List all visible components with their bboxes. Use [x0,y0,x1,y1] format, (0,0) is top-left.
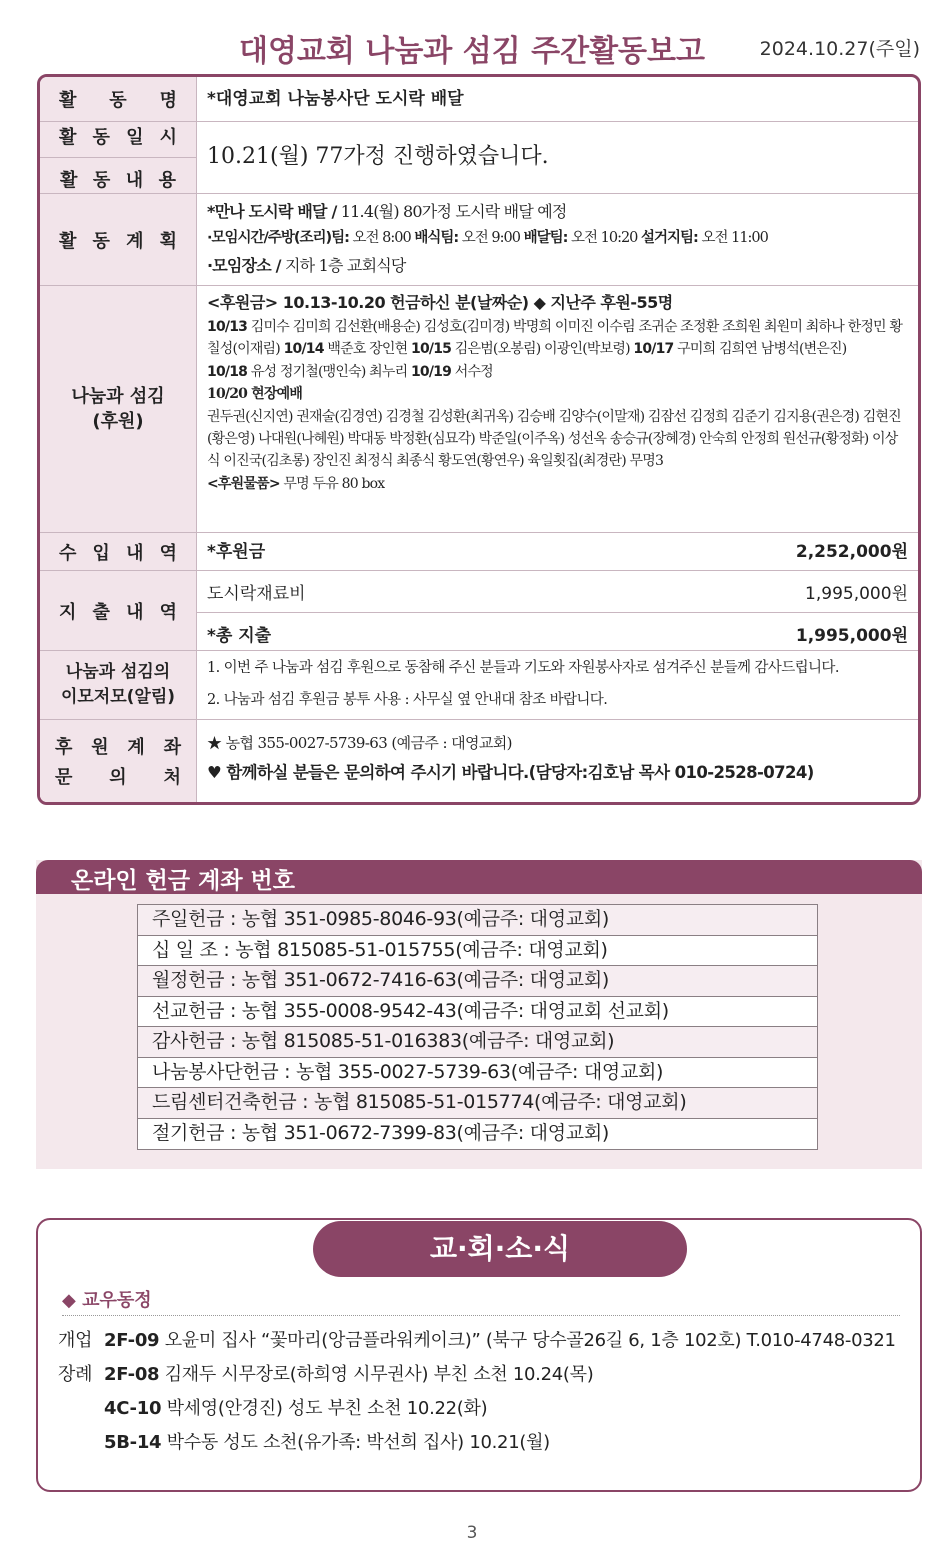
row-notice [40,651,918,720]
account-row: 드림센터건축헌금 : 농협 815085-51-015774(예금주: 대영교회) [138,1088,817,1119]
label-income: 수 입 내 역 [40,533,197,570]
activity-report-table [37,74,921,805]
account-row: 감사헌금 : 농협 815085-51-016383(예금주: 대영교회) [138,1027,817,1058]
label-plan: 활 동 계 획 [40,194,197,285]
news-item: 5B-14 박수동 성도 소천(유가족: 박선희 집사) 10.21(월) [104,1432,550,1453]
label-sharing: 나눔과 섬김 (후원) [40,286,197,532]
contact-value: ★ 농협 355-0027-5739-63 (예금주 : 대영교회) ♥ 함께하실 분들은 문의하여 주시기 바랍니다.(담당자:김호남 목사 010-2528-0724) [207,734,814,782]
page-title: 대영교회 나눔과 섬김 주간활동보고 [238,34,706,69]
page-number: 3 [466,1523,478,1543]
online-offering-section [36,860,922,1169]
label-expense: 지 출 내 역 [40,571,197,650]
church-news-title: 교·회·소·식 [313,1221,687,1277]
sharing-value: <후원금> 10.13-10.20 헌금하신 분(날짜순) ◆ 지난주 후원-55명 10/13 김미수 김미희 김선환(배용순) 김성호(김미경) 박명희 이미진 이수림 조귀순 조정환 조희원 최원미 최하나 한정민 황칠성(이재림) 10/14 백준호 장인현 10/15 김은범(오봉림) 이광인(박보령) 10/17 구미희 김희연 남병석(변은진) 10/18 유성 정기철(맹인숙) 최누리 10/19 서수정 10/20 현장예배 권두권(신지연) 권재술(김경연) 김경철 김성환(최귀옥) 김승배 김양수(이말재) 김잠선 김정희 김준기 김지용(권은경) 김현진(황은영) 나대원(나혜원) 박대동 박정환(심묘각) 박준일(이주옥) 성선옥 송승규(장혜경) 안숙희 안정희 원선규(황정화) 이상식 이진국(김초롱) 장인진 최정식 최종식 황도연(황연우) 육일횟집(최경란) 무명3 <후원물품> 무명 두유 80 box [197,286,918,532]
plan-value: *만나 도시락 배달 / 11.4(월) 80가정 도시락 배달 예정 ·모임시간/주방(조리)팀: 오전 8:00 배식팀: 오전 9:00 배달팀: 오전 10:20 설거지팀: 오전 11:00 ·모임장소 / 지하 1층 교회식당 [207,202,768,275]
account-row: 십 일 조 : 농협 815085-51-015755(예금주: 대영교회) [138,936,817,967]
activity-name-value: *대영교회 나눔봉사단 도시락 배달 [207,89,464,109]
account-row: 선교헌금 : 농협 355-0008-9542-43(예금주: 대영교회 선교회) [138,997,817,1028]
row-income [40,533,918,571]
label-notice: 나눔과 섬김의 이모저모(알림) [40,651,197,719]
notice-value: 1. 이번 주 나눔과 섬김 후원으로 동참해 주신 분들과 기도와 자원봉사자로 섬겨주신 분들께 감사드립니다. 2. 나눔과 섬김 후원금 봉투 사용 : 사무실 옆 안내대 참조 바랍니다. [207,660,839,708]
label-activity-name: 활 동 명 [40,77,197,121]
row-expense [40,571,918,651]
news-category: ◆ 교우동정 [62,1290,152,1311]
label-contact: 후 원 계 좌 문 의 처 [40,720,197,802]
news-item: 4C-10 박세영(안경진) 성도 부친 소천 10.22(화) [104,1398,488,1419]
dotted-divider [62,1315,900,1316]
news-item: 장례 2F-08 김재두 시무장로(하희영 시무권사) 부친 소천 10.24(목) [58,1364,594,1385]
expense-value: 도시락재료비 1,995,000원 *총 지출 1,995,000원 [197,571,918,650]
row-contact [40,720,918,802]
activity-date-value: 10.21(월) 77가정 진행하였습니다. [207,144,549,169]
account-table [137,904,818,1150]
news-item: 개업 2F-09 오윤미 집사 “꽃마리(앙금플라워케이크)” (북구 당수골26길 6, 1층 102호) T.010-4748-0321 [58,1330,896,1351]
church-news-section [36,1218,922,1492]
donors-list: 10/13 김미수 김미희 김선환(배용순) 김성호(김미경) 박명희 이미진 이수림 조귀순 조정환 조희원 최원미 최하나 한정민 황칠성(이재림) 10/14 백준호 장인현 10/15 김은범(오봉림) 이광인(박보령) 10/17 구미희 김희연 남병석(변은진) [207,319,903,358]
report-date: 2024.10.27(주일) [759,38,920,60]
income-value: *후원금 2,252,000원 [207,542,908,562]
row-activity-date [40,122,918,194]
label-activity-date: 활 동 일 시 활 동 내 용 [40,122,197,193]
news-list [58,1324,908,1460]
account-row: 나눔봉사단헌금 : 농협 355-0027-5739-63(예금주: 대영교회) [138,1058,817,1089]
row-plan [40,194,918,286]
account-row: 절기헌금 : 농협 351-0672-7399-83(예금주: 대영교회) [152,1121,610,1144]
row-sharing [40,286,918,533]
online-section-title: 온라인 헌금 계좌 번호 [36,860,922,894]
account-row: 주일헌금 : 농협 351-0985-8046-93(예금주: 대영교회) [138,905,817,936]
sharing-heading: <후원금> 10.13-10.20 헌금하신 분(날짜순) ◆ 지난주 후원-55명 [207,293,673,312]
account-row: 월정헌금 : 농협 351-0672-7416-63(예금주: 대영교회) [138,966,817,997]
